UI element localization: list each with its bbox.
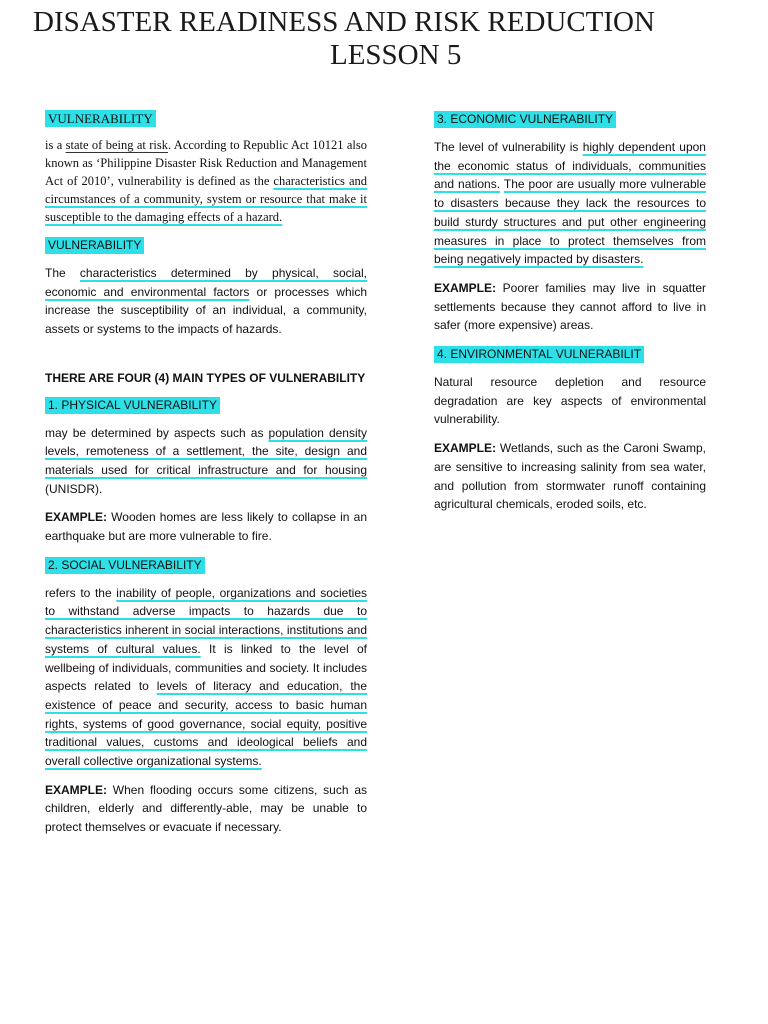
heading-vulnerability: VULNERABILITY bbox=[45, 110, 156, 127]
vulnerability-definition: is a state of being at risk. According to Republic Act 10121 also known as ‘Philippine Disaster Risk Reduction and Management Act of 2010’, vulnerability is defined as the characteristics and circumstances of a community, system or resource that make it susceptible to the damaging effects of a hazard. bbox=[45, 138, 367, 224]
heading-environmental-vulnerability: 4. ENVIRONMENTAL VULNERABILIT bbox=[434, 346, 644, 363]
physical-vulnerability-text: may be determined by aspects such as population density levels, remoteness of a settlement, the site, design and materials used for critical infrastructure and for housing (UNISDR). bbox=[45, 425, 367, 496]
heading-vulnerability-2: VULNERABILITY bbox=[45, 237, 144, 254]
social-vulnerability-text: refers to the inability of people, organizations and societies to withstand adverse impacts to hazards due to characteristics inherent in social interactions, institutions and systems of cultural values. It is linked to the level of wellbeing of individuals, communities and society. It includes aspects related to levels of literacy and education, the existence of peace and security, access to basic human rights, systems of good governance, social equity, positive traditional values, customs and ideological beliefs and overall collective organizational systems. bbox=[45, 585, 368, 769]
four-types-heading: THERE ARE FOUR (4) MAIN TYPES OF VULNERABILITY bbox=[45, 370, 366, 385]
heading-economic-vulnerability: 3. ECONOMIC VULNERABILITY bbox=[434, 111, 616, 128]
heading-social-vulnerability: 2. SOCIAL VULNERABILITY bbox=[45, 557, 205, 574]
environmental-vulnerability-text: Natural resource depletion and resource degradation are key aspects of environmental vulnerability. bbox=[434, 375, 706, 427]
economic-example: EXAMPLE: Poorer families may live in squatter settlements because they cannot afford to live in safer (more expensive) areas. bbox=[434, 280, 706, 333]
left-column bbox=[45, 110, 367, 837]
title-line-2: LESSON 5 bbox=[330, 39, 462, 71]
vulnerability-characteristics: The characteristics determined by physical, social, economic and environmental factors or processes which increase the susceptibility of an individual, a community, assets or systems to the impacts of hazards. bbox=[45, 266, 367, 337]
physical-example: EXAMPLE: Wooden homes are less likely to collapse in an earthquake but are more vulnerable to fire. bbox=[45, 510, 367, 544]
right-column bbox=[434, 110, 706, 514]
document-title bbox=[0, 6, 768, 72]
environmental-example: EXAMPLE: Wetlands, such as the Caroni Swamp, are sensitive to increasing salinity from sea water, and pollution from stormwater runoff containing agricultural chemicals, eroded soils, etc. bbox=[434, 441, 706, 512]
heading-physical-vulnerability: 1. PHYSICAL VULNERABILITY bbox=[45, 397, 220, 414]
social-example: EXAMPLE: When flooding occurs some citizens, such as children, elderly and differently-able, may be unable to protect themselves or evacuate if necessary. bbox=[45, 782, 367, 835]
economic-vulnerability-text: The level of vulnerability is highly dependent upon the economic status of individuals, communities and nations. The poor are usually more vulnerable to disasters because they lack the resources to build sturdy structures and put other engineering measures in place to protect themselves from being negatively impacted by disasters. bbox=[434, 140, 706, 267]
title-line-1: DISASTER READINESS AND RISK REDUCTION bbox=[33, 6, 655, 38]
